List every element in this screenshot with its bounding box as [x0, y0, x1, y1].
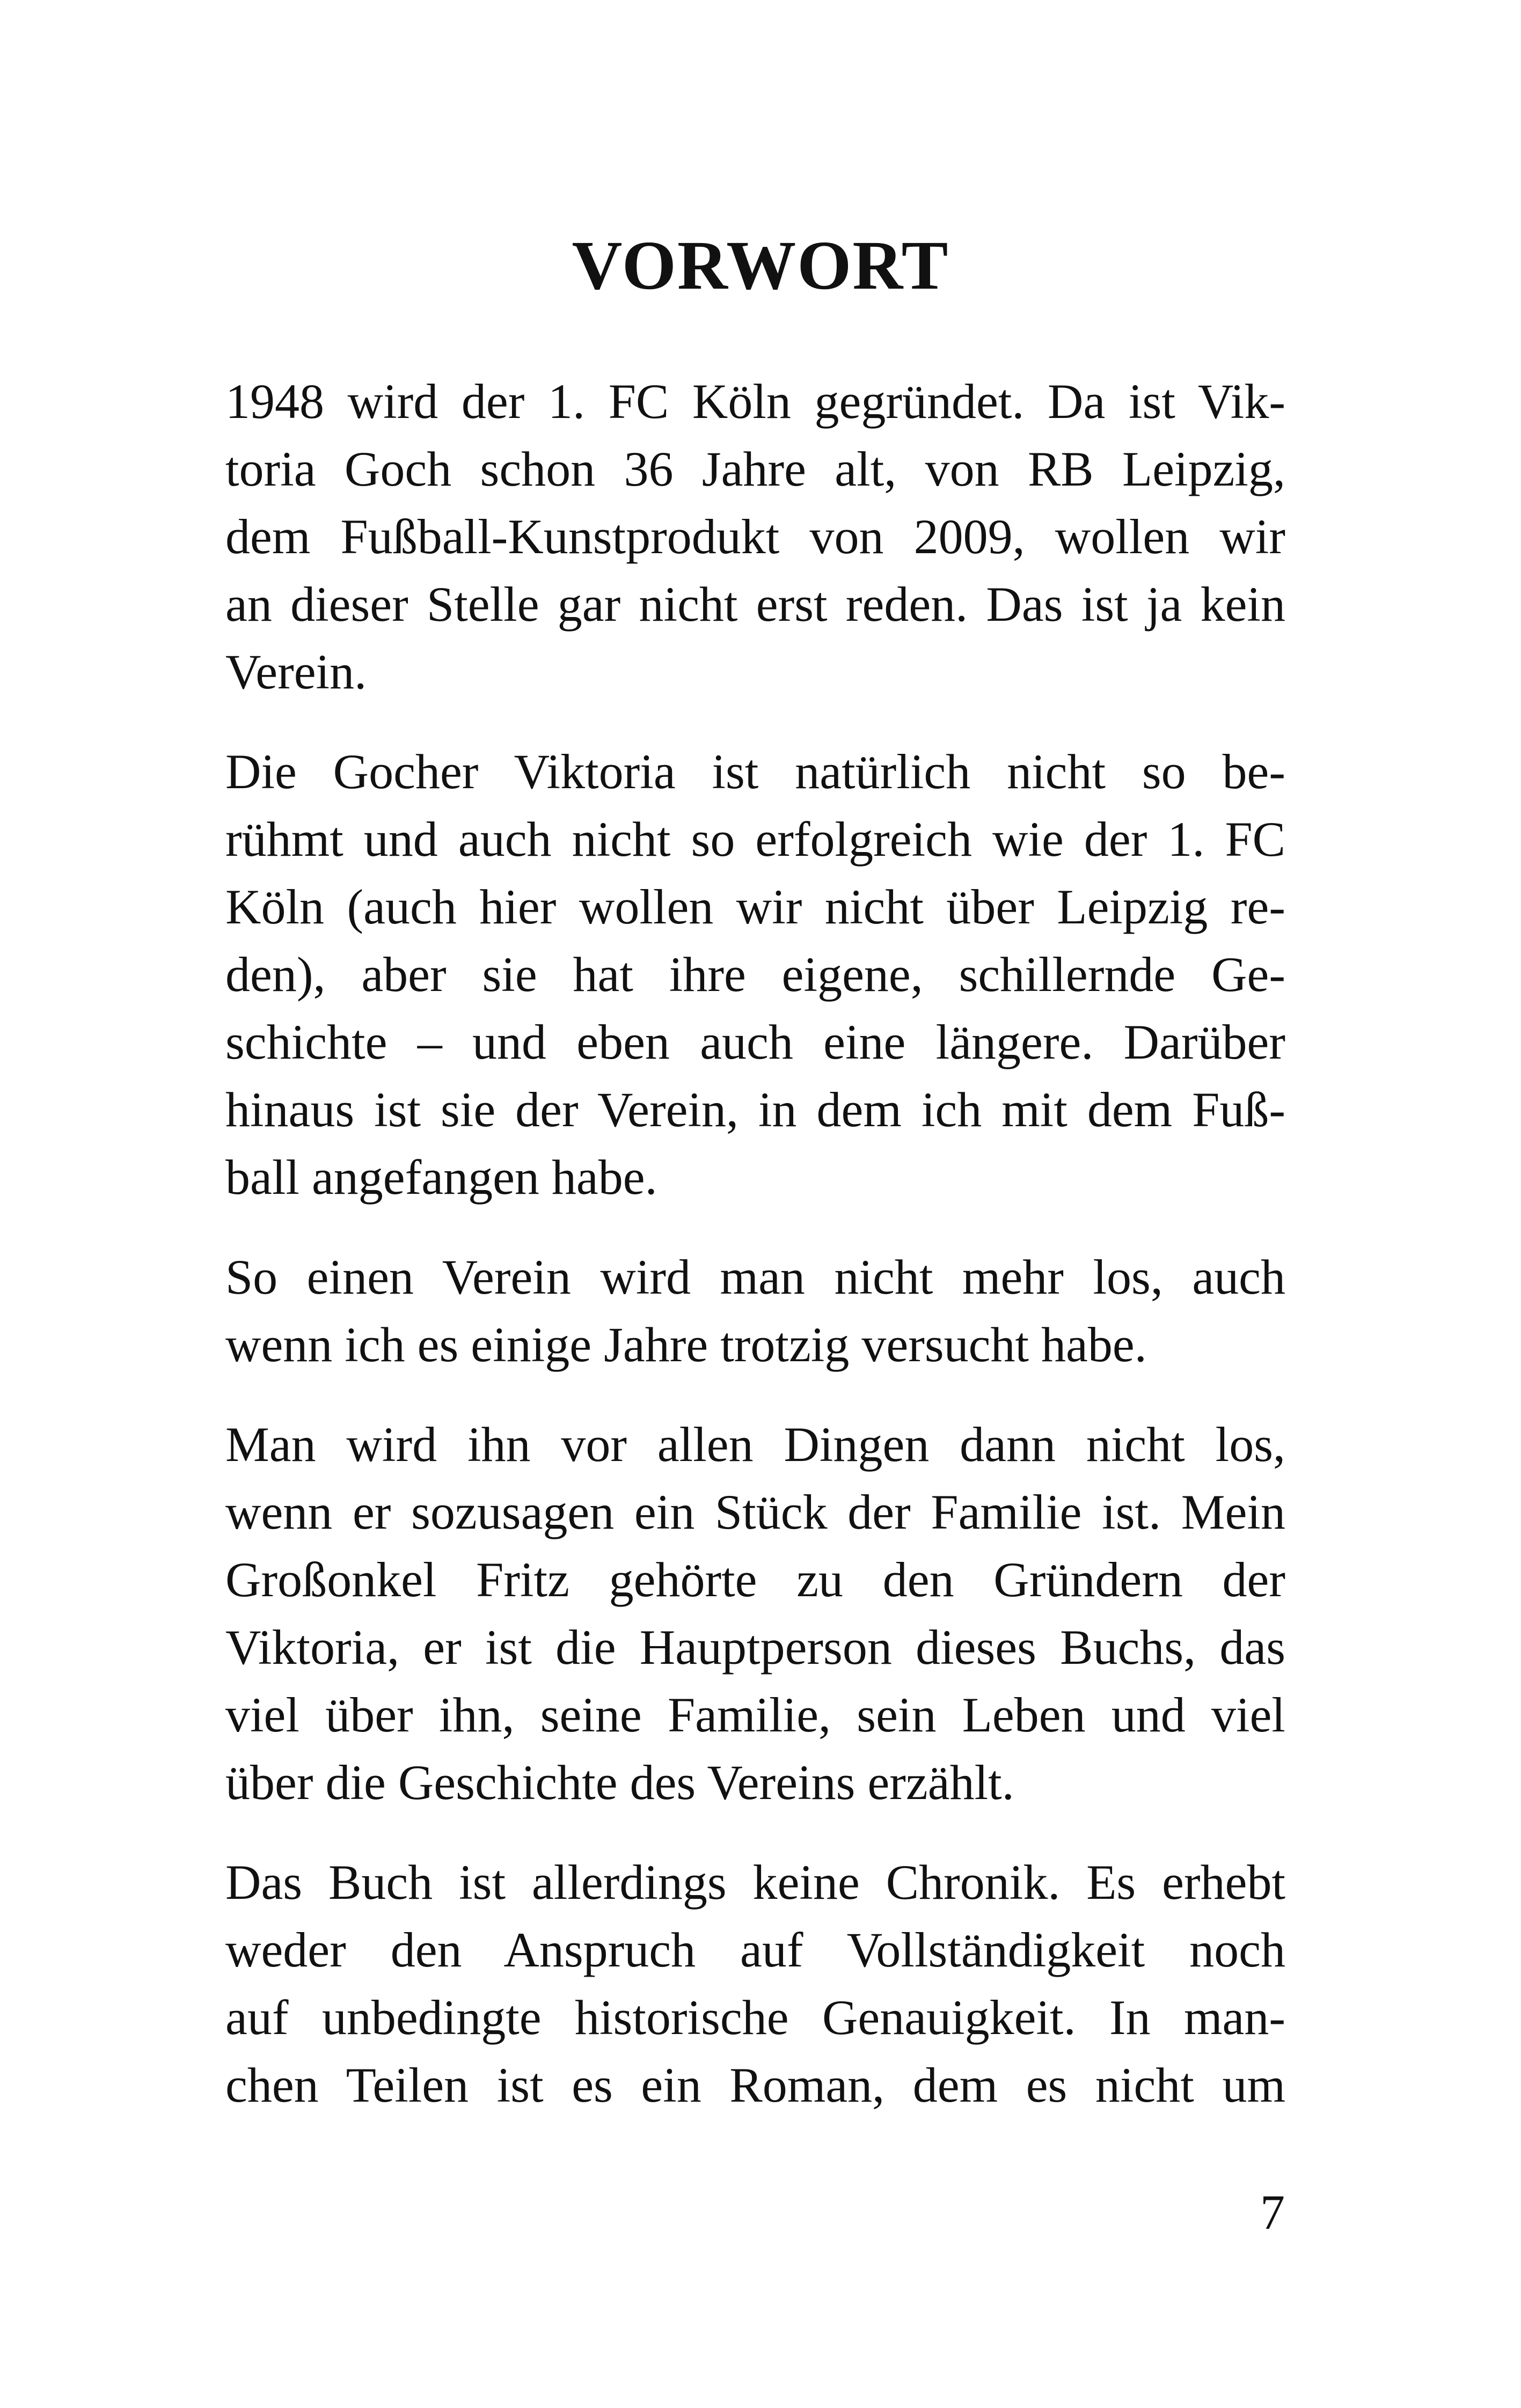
- text-line: Das Buch ist allerdings keine Chronik. Es erhebt: [225, 1855, 1285, 1910]
- text-line: toria Goch schon 36 Jahre alt, von RB Leipzig,: [225, 442, 1285, 496]
- text-line: wenn er sozusagen ein Stück der Familie ist. Mein: [225, 1485, 1285, 1539]
- text-line: hinaus ist sie der Verein, in dem ich mit dem Fuß-: [225, 1082, 1285, 1137]
- text-line: an dieser Stelle gar nicht erst reden. Das ist ja kein: [225, 577, 1285, 632]
- text-line: Man wird ihn vor allen Dingen dann nicht los,: [225, 1417, 1285, 1472]
- paragraph-gap: [225, 1211, 1285, 1243]
- paragraph: [225, 1848, 1285, 2119]
- page-number: 7: [1260, 2185, 1285, 2240]
- text-line: ball angefangen habe.: [225, 1150, 657, 1205]
- chapter-title: VORWORT: [572, 227, 949, 304]
- paragraph-gap: [225, 1816, 1285, 1848]
- text-line: chen Teilen ist es ein Roman, dem es nicht um: [225, 2058, 1285, 2112]
- text-line: wenn ich es einige Jahre trotzig versucht habe.: [225, 1317, 1147, 1372]
- paragraph-gap: [225, 706, 1285, 738]
- text-line: rühmt und auch nicht so erfolgreich wie der 1. FC: [225, 812, 1285, 867]
- paragraph: [225, 738, 1285, 1211]
- text-line: Großonkel Fritz gehörte zu den Gründern der: [225, 1552, 1285, 1607]
- text-line: auf unbedingte historische Genauigkeit. In man-: [225, 1990, 1285, 2045]
- text-line: über die Geschichte des Vereins erzählt.: [225, 1755, 1014, 1810]
- paragraph: [225, 368, 1285, 706]
- text-line: So einen Verein wird man nicht mehr los, auch: [225, 1250, 1285, 1304]
- text-line: den), aber sie hat ihre eigene, schillernde Ge-: [225, 947, 1285, 1002]
- text-line: 1948 wird der 1. FC Köln gegründet. Da ist Vik-: [225, 374, 1285, 429]
- text-line: schichte – und eben auch eine längere. Darüber: [225, 1015, 1285, 1069]
- paragraph-gap: [225, 1378, 1285, 1411]
- text-line: Die Gocher Viktoria ist natürlich nicht so be-: [225, 744, 1285, 799]
- body-text: [225, 368, 1285, 2119]
- paragraph: [225, 1411, 1285, 1816]
- text-line: dem Fußball-Kunstprodukt von 2009, wollen wir: [225, 509, 1285, 564]
- text-line: viel über ihn, seine Familie, sein Leben und viel: [225, 1687, 1285, 1742]
- text-line: Köln (auch hier wollen wir nicht über Leipzig re-: [225, 879, 1285, 934]
- text-line: weder den Anspruch auf Vollständigkeit noch: [225, 1922, 1285, 1977]
- paragraph: [225, 1243, 1285, 1378]
- text-line: Verein.: [225, 644, 367, 699]
- text-line: Viktoria, er ist die Hauptperson dieses Buchs, das: [225, 1620, 1285, 1675]
